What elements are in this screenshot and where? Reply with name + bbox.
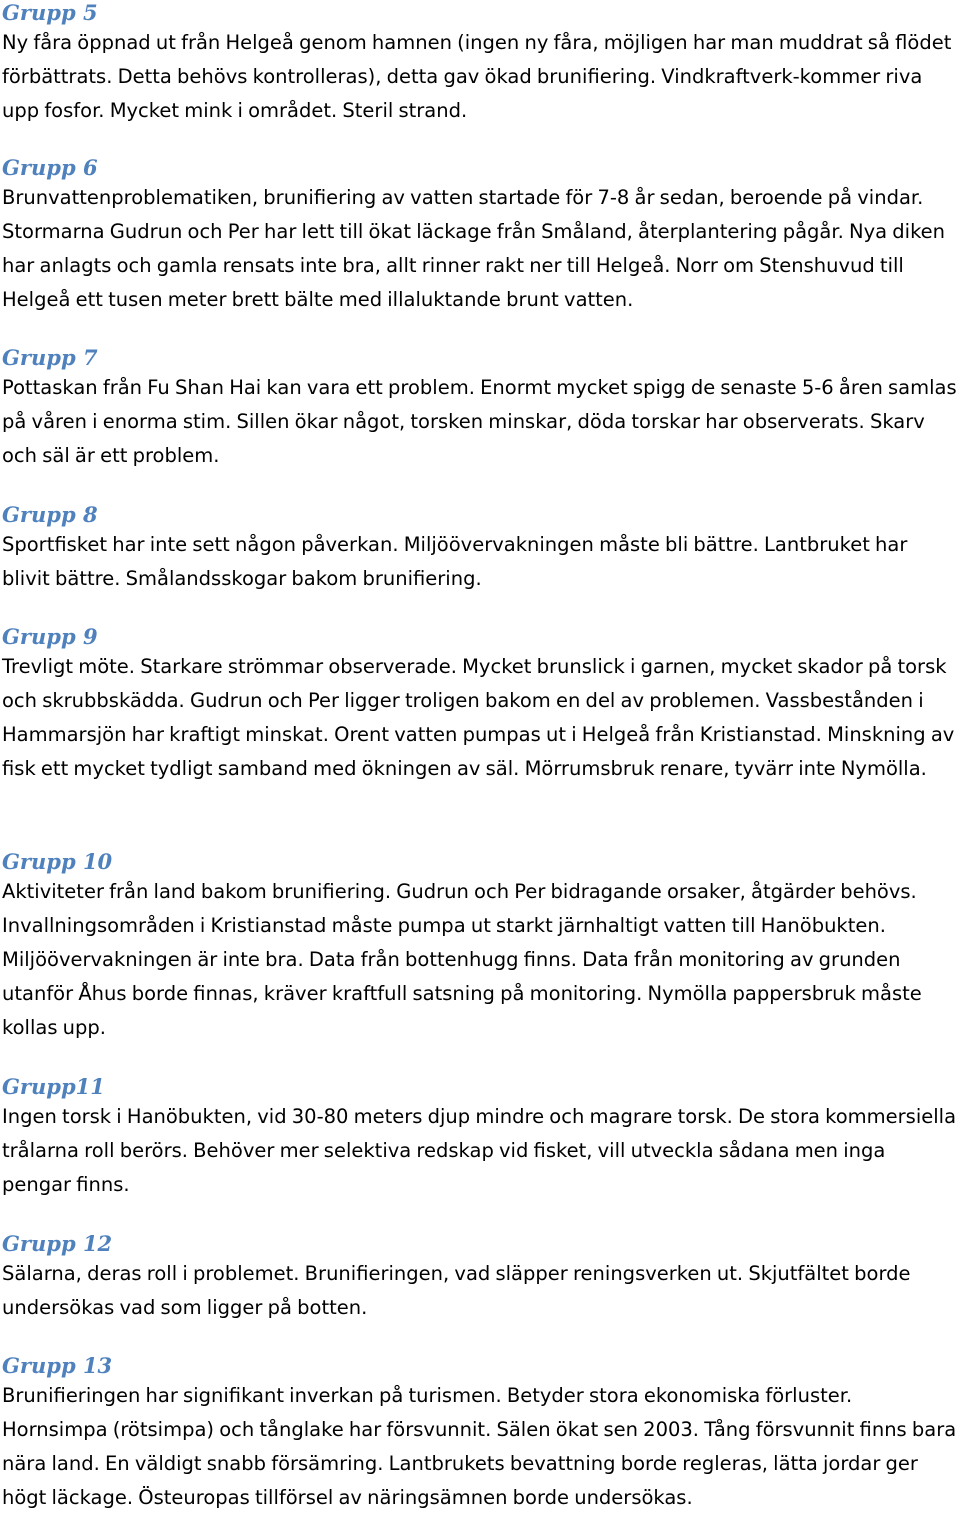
section-heading: Grupp 9 — [2, 624, 98, 649]
section-grupp-13 — [2, 1353, 958, 1515]
section-grupp-7 — [2, 345, 958, 473]
section-heading: Grupp 8 — [2, 502, 98, 527]
section-text: Pottaskan från Fu Shan Hai kan vara ett problem. Enormt mycket spigg de senaste 5-6 åren samlas på våren i enorma stim. Sillen ökar något, torsken minskar, döda torskar har observerats. Skarv och säl är ett problem. — [2, 376, 957, 467]
section-grupp-11 — [2, 1074, 958, 1202]
section-text: Brunifieringen har signifikant inverkan på turismen. Betyder stora ekonomiska förluster. Hornsimpa (rötsimpa) och tånglake har försvunnit. Sälen ökat sen 2003. Tång försvunnit finns bara nära land. En väldigt snabb försämring. Lantbrukets bevattning borde regleras, lätta jordar ger högt läckage. Östeuropas tillförsel av näringsämnen borde undersökas. — [2, 1384, 957, 1509]
section-heading: Grupp 6 — [2, 155, 98, 180]
section-text: Sportfisket har inte sett någon påverkan. Miljöövervakningen måste bli bättre. Lantbruket har blivit bättre. Smålandsskogar bakom brunifiering. — [2, 533, 908, 590]
section-text: Trevligt möte. Starkare strömmar observerade. Mycket brunslick i garnen, mycket skador på torsk och skrubbskädda. Gudrun och Per ligger troligen bakom en del av problemen. Vassbestånden i Hammarsjön har kraftigt minskat. Orent vatten pumpas ut i Helgeå från Kristianstad. Minskning av fisk ett mycket tydligt samband med ökningen av säl. Mörrumsbruk renare, tyvärr inte Nymölla. — [2, 655, 955, 780]
section-heading: Grupp11 — [2, 1074, 105, 1099]
section-grupp-8 — [2, 502, 958, 596]
section-grupp-6 — [2, 155, 958, 317]
section-text: Aktiviteter från land bakom brunifiering. Gudrun och Per bidragande orsaker, åtgärder behövs. Invallningsområden i Kristianstad måste pumpa ut starkt järnhaltigt vatten till Hanöbukten. Miljöövervakningen är inte bra. Data från bottenhugg finns. Data från monitoring av grunden utanför Åhus borde finnas, kräver kraftfull satsning på monitoring. Nymölla pappersbruk måste kollas upp. — [2, 880, 922, 1039]
section-heading: Grupp 13 — [2, 1353, 113, 1378]
section-grupp-5 — [2, 0, 958, 128]
section-text: Sälarna, deras roll i problemet. Brunifieringen, vad släpper reningsverken ut. Skjutfältet borde undersökas vad som ligger på botten. — [2, 1262, 911, 1319]
section-text: Ingen torsk i Hanöbukten, vid 30-80 meters djup mindre och magrare torsk. De stora kommersiella trålarna roll berörs. Behöver mer selektiva redskap vid fisket, vill utveckla sådana men inga pengar finns. — [2, 1105, 957, 1196]
section-grupp-9 — [2, 624, 958, 786]
section-heading: Grupp 10 — [2, 849, 113, 874]
section-grupp-10 — [2, 849, 958, 1045]
section-text: Ny fåra öppnad ut från Helgeå genom hamnen (ingen ny fåra, möjligen har man muddrat så flödet förbättrats. Detta behövs kontrolleras), detta gav ökad brunifiering. Vindkraftverk-kommer riva upp fosfor. Mycket mink i området. Steril strand. — [2, 31, 952, 122]
section-heading: Grupp 5 — [2, 0, 98, 25]
section-grupp-12 — [2, 1231, 958, 1325]
section-text: Brunvattenproblematiken, brunifiering av vatten startade för 7-8 år sedan, beroende på vindar. Stormarna Gudrun och Per har lett till ökat läckage från Småland, återplantering pågår. Nya diken har anlagts och gamla rensats inte bra, allt rinner rakt ner till Helgeå. Norr om Stenshuvud till Helgeå ett tusen meter brett bälte med illaluktande brunt vatten. — [2, 186, 946, 311]
section-heading: Grupp 7 — [2, 345, 98, 370]
section-heading: Grupp 12 — [2, 1231, 113, 1256]
